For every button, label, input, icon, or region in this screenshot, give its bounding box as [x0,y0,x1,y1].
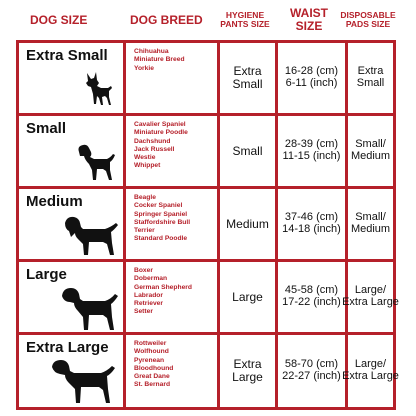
waist-size-value [278,116,345,186]
hygiene-line: Extra [233,64,262,79]
breed-list [134,48,215,73]
breed-item: Miniature Breed [134,56,185,64]
hygiene-pants-size-value [220,116,275,186]
breed-item: Pyrenean [134,356,165,364]
breed-item: Labrador [134,291,163,299]
pads-line: Large/ [354,284,387,297]
header-dog-breed-label: DOG BREED [130,12,203,27]
pads-size-cell [342,335,399,407]
header-disposable-pads-size [332,0,404,40]
waist-cm: 28-39 (cm) [284,138,339,151]
waist-size-cell [278,43,345,113]
pads-size-cell [348,43,393,113]
breed-item: German Shepherd [134,283,192,291]
breed-item: Whippet [134,162,161,170]
waist-inch: 17-22 (inch) [282,296,341,308]
header-waist-line2: SIZE [295,19,323,33]
table-row-large [19,262,399,332]
spaniel-silhouette-icon [61,213,121,257]
chihuahua-silhouette-icon [81,71,115,107]
pads-line: Large/ [354,358,387,371]
small-dog-silhouette-icon [75,142,117,182]
breed-list [134,194,215,244]
breed-item: Standard Poodle [134,235,188,243]
hygiene-pants-size-value [220,335,275,407]
pads-size-cell [348,116,393,186]
header-pads-line1: DISPOSABLE [340,10,396,21]
waist-size-cell [278,116,345,186]
breed-item: Yorkie [134,64,154,72]
breed-item: Miniature Poodle [134,129,188,137]
hygiene-line: Large [232,289,263,304]
pads-size-value [348,116,393,186]
dog-size-label: Medium [26,193,83,210]
breed-item: Beagle [134,194,156,201]
dog-size-cell [19,262,123,332]
pads-size-value [342,335,399,407]
size-chart-table [16,40,399,410]
dog-size-label: Small [26,120,67,137]
hygiene-pants-size-value [220,189,275,259]
waist-cm: 16-28 (cm) [284,65,339,78]
pads-line: Small [356,77,385,89]
breed-item: Westie [134,154,156,162]
hygiene-pants-size-value [220,262,275,332]
header-dog-size [30,0,118,40]
breed-item: Boxer [134,267,153,274]
waist-cm: 37-46 (cm) [284,211,339,224]
breed-item: Wolfhound [134,348,169,356]
breed-item: Rottweiler [134,340,167,347]
pads-line: Small/ [355,138,386,151]
hygiene-line: Medium [226,216,269,231]
breed-item: Chihuahua [134,48,169,55]
dog-size-cell [19,189,123,259]
dog-size-label: Extra Small [26,47,108,64]
pads-line: Extra Large [342,370,399,382]
dog-size-label: Extra Large [26,339,109,356]
pads-size-cell [342,262,399,332]
table-row-extra-small [19,43,393,113]
table-row-small [19,116,393,186]
waist-inch: 22-27 (inch) [282,370,341,382]
waist-cm: 45-58 (cm) [284,284,339,297]
breed-item: Doberman [134,275,168,283]
waist-inch: 11-15 (inch) [282,150,341,162]
breed-item: Dachshund [134,137,171,145]
dog-size-cell [19,335,123,407]
breed-item: St. Bernard [134,381,171,389]
hygiene-line: Small [232,77,263,91]
hygiene-pants-size-cell [220,43,275,113]
header-hygiene-line2: PANTS SIZE [220,19,270,29]
waist-size-value [278,43,345,113]
waist-size-value [278,335,345,407]
hygiene-pants-size-cell [220,116,275,186]
pads-line: Medium [350,150,391,162]
dog-breed-cell [126,116,217,186]
pads-line: Medium [350,223,391,235]
dog-breed-cell [126,189,217,259]
header-dog-size-label: DOG SIZE [30,12,88,27]
dog-size-cell [19,43,123,113]
pads-size-value [348,189,393,259]
hygiene-pants-size-value [220,43,275,113]
waist-size-value [278,189,345,259]
breed-item: Staffordshire Bull [134,218,191,226]
great-dane-silhouette-icon [49,355,119,405]
breed-item: Setter [134,308,153,316]
pads-size-cell [348,189,393,259]
waist-size-cell [278,262,345,332]
breed-item: Cavalier Spaniel [134,121,186,128]
hygiene-line: Large [232,370,263,384]
header-pads-line2: PADS SIZE [345,19,391,29]
labrador-silhouette-icon [59,282,121,332]
waist-cm: 58-70 (cm) [284,358,339,371]
pads-line: Extra [357,65,384,78]
hygiene-pants-size-cell [220,262,275,332]
waist-inch: 6-11 (inch) [285,77,338,89]
table-row-extra-large [19,335,399,407]
dog-size-label: Large [26,266,67,283]
header-hygiene-line1: HYGIENE [225,10,265,21]
hygiene-line: Extra [233,357,262,372]
dog-size-cell [19,116,123,186]
dog-breed-cell [126,335,217,407]
breed-list [134,267,215,317]
hygiene-pants-size-cell [220,189,275,259]
breed-item: Retriever [134,300,163,308]
pads-size-value [342,262,399,332]
breed-item: Bloodhound [134,364,174,372]
table-header [16,0,396,40]
waist-inch: 14-18 (inch) [282,223,341,235]
pads-size-value [348,43,393,113]
breed-item: Great Dane [134,373,170,381]
waist-size-value [278,262,345,332]
pads-line: Extra Large [342,296,399,308]
header-waist-line1: WAIST [290,6,328,21]
breed-item: Springer Spaniel [134,210,188,218]
breed-item: Terrier [134,227,155,235]
dog-breed-cell [126,43,217,113]
hygiene-pants-size-cell [220,335,275,407]
breed-list [134,121,215,171]
hygiene-line: Small [232,143,263,158]
table-row-medium [19,189,393,259]
breed-item: Cocker Spaniel [134,202,183,210]
waist-size-cell [278,335,345,407]
breed-list [134,340,215,390]
breed-item: Jack Russell [134,145,175,153]
pads-line: Small/ [355,211,386,224]
waist-size-cell [278,189,345,259]
dog-breed-cell [126,262,217,332]
